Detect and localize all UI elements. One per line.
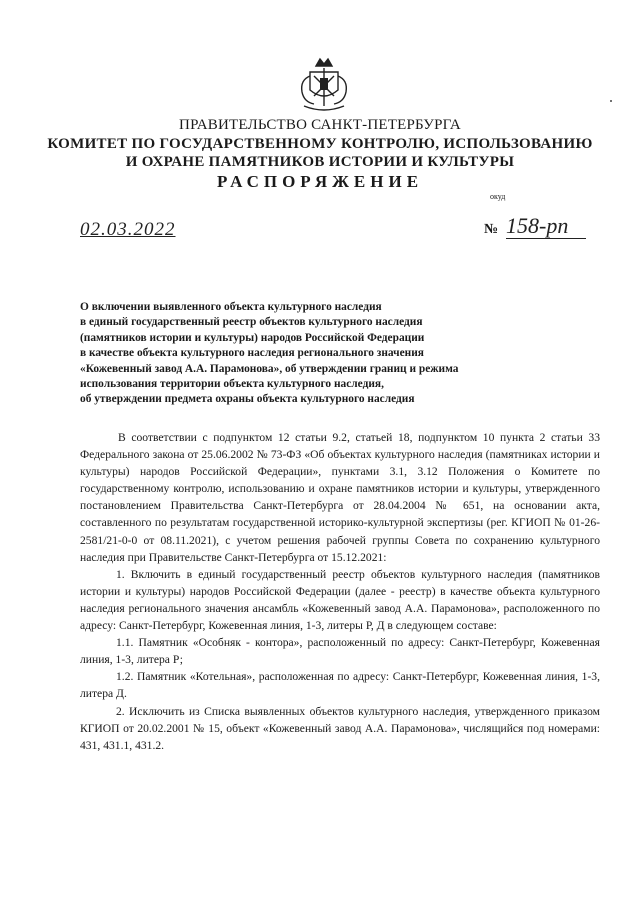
title-line: О включении выявленного объекта культурного наследия [80, 301, 382, 313]
number-label: № [484, 222, 499, 237]
title-line: в качестве объекта культурного наследия регионального значения [80, 347, 424, 360]
title-line: «Кожевенный завод А.А. Парамонова», об утверждении границ и режима [80, 362, 459, 375]
document-type: РАСПОРЯЖЕНИЕ [216, 172, 424, 191]
title-line: использования территории объекта культурного наследия, [80, 378, 384, 391]
clause-1-2: 1.2. Памятник «Котельная», расположенная по адресу: Санкт-Петербург, Кожевенная линия, 1-3, литера Д. [80, 670, 600, 701]
committee-name-line2: И ОХРАНЕ ПАМЯТНИКОВ ИСТОРИИ И КУЛЬТУРЫ [125, 154, 515, 170]
speck [610, 100, 612, 102]
document-title [80, 300, 550, 408]
document-number: 158-рп [506, 214, 586, 239]
title-line: об утверждении предмета охраны объекта культурного наследия [80, 393, 415, 406]
clause-1-1: 1.1. Памятник «Особняк - контора», расположенный по адресу: Санкт-Петербург, Кожевенная линия, 1-3, литера Р; [80, 636, 600, 667]
document-body [80, 429, 600, 754]
committee-name-line1: КОМИТЕТ ПО ГОСУДАРСТВЕННОМУ КОНТРОЛЮ, ИСПОЛЬЗОВАНИЮ [47, 136, 593, 152]
clause-2: 2. Исключить из Списка выявленных объектов культурного наследия, утвержденного приказом КГИОП от 20.02.2001 № 15, объект «Кожевенный завод А.А. Парамонова», числящийся под номерами: 431, 431.1, 431.2. [80, 704, 600, 752]
government-name: ПРАВИТЕЛЬСТВО САНКТ-ПЕТЕРБУРГА [179, 117, 461, 133]
committee-name [0, 135, 640, 171]
document-date: 02.03.2022 [80, 219, 176, 240]
preamble-paragraph: В соответствии с подпунктом 12 статьи 9.2, статьей 18, подпунктом 10 пункта 2 статьи 33 Федерального закона от 25.06.2002 № 73-ФЗ «Об объектах культурного наследия (памятниках истории и культуры) народов Российской Федерации», пунктами 3.1, 3.12 Положения о Комитете по государственному контролю, использованию и охране памятников истории и культуры, утвержденного постановлением Правительства Санкт-Петербурга от 28.04.2004 № 651, на основании акта, составленного по результатам государственной историко-культурной экспертизы (рег. КГИОП № 01-26-2581/21-0-0 от 08.11.2021), с учетом решения рабочей группы Совета по сохранению культурного наследия при Правительстве Санкт-Петербурга от 15.12.2021: [80, 431, 600, 564]
clause-1: 1. Включить в единый государственный реестр объектов культурного наследия (памятников истории и культуры) народов Российской Федерации (далее - реестр) в качестве объекта культурного наследия регионального значения ансамбль «Кожевенный завод А.А. Парамонова», расположенного по адресу: Санкт-Петербург, Кожевенная линия, 1-3, литеры Р, Д в следующем составе: [80, 567, 600, 633]
title-line: (памятников истории и культуры) народов Российской Федерации [80, 331, 425, 344]
okud-label: окуд [490, 192, 506, 201]
coat-of-arms-icon [296, 56, 352, 114]
title-line: в единый государственный реестр объектов культурного наследия [80, 316, 423, 329]
